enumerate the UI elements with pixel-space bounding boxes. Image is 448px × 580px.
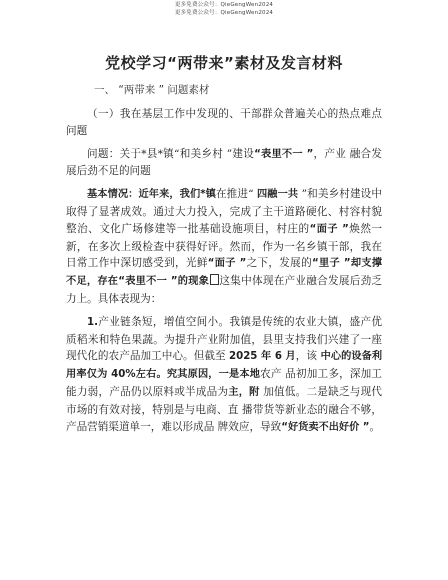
basic-text-2: ”和美乡村建设中取得了显著成效。通过大力投入，完成了主干道路硬化、村容村貌整治、文化广场修建等一批基础设施项目，村庄的 (66, 188, 382, 235)
point-bold-4: 主，附 (228, 386, 260, 398)
point-text-5: 。 (369, 420, 381, 433)
subheading-paragraph: （一）我在基层工作中发现的、干部群众普遍关心的热点难点问题 (66, 108, 382, 137)
point-text-3: 农产 品初加工多，深加工能力弱，产品仍以原料或半成品为 (66, 368, 382, 398)
basic-bold-4: “里子 ”却支撑不足，存在“表里不一 ”的 (66, 258, 383, 288)
point-text-2: ，该 (295, 350, 318, 363)
question-bold: “表里不一 ” (254, 148, 314, 160)
point-text-1: 产业链条短，增值空间小。我镇是传统的农业大镇，盛产优质稻米和特色果蔬。为提升产业附加值，县里支持我们兴建了一座现代化的农产品加工中心。但截至 (66, 315, 382, 363)
basic-text-3: 焕然一新，在多次上级检查中获得好评。然而，作为一名乡镇干部，我在日常工作中深切感受到，光鲜 (66, 222, 383, 270)
basic-text-4: 之下，发展的 (246, 257, 312, 270)
question-paragraph (66, 146, 382, 181)
point-one-paragraph (66, 314, 382, 437)
question-prefix: 问题：关于*县*镇“和美乡村 ”建设 (87, 147, 255, 160)
basic-bold-4b: 现象 (188, 276, 210, 288)
document-body (66, 106, 382, 442)
basic-bold-3: “面子 ” (207, 258, 247, 270)
point-text-4: 加值低。二是缺乏与现代市场的有效对接，特别是与电商、直 播带货等新业态的融合不够，产品营销渠道单一，难以形成品 牌效应，导致 (66, 385, 383, 433)
basic-text-1: 在推进“ (215, 188, 257, 201)
basic-lead: 基本情况：近年来，我们*镇 (87, 189, 216, 201)
question-suffix: ，产业 融合发展后劲不足的问题 (66, 147, 383, 178)
point-bold-2: 2025 年 6 月 (229, 351, 296, 363)
basic-bold-1: 四融一共 (256, 189, 299, 201)
basic-text-5: 这集中体现在产业融合发展后劲乏力上。具体表现为： (66, 275, 383, 305)
point-bold-3: 中心的设备利用率仅为 40%左右。究其原因，一是本地 (66, 351, 383, 381)
point-bold-1: 1. (87, 316, 98, 328)
section-heading: 一、 “两带来 ” 问题素材 (94, 84, 210, 96)
watermark-line-1: 更多免费公众号：QieGengWen2024 (174, 2, 274, 8)
basic-bold-2: “面子 ” (309, 223, 349, 235)
point-bold-5: “好货卖不出好价 ” (281, 421, 370, 433)
document-title: 党校学习“两带来”素材及发言材料 (105, 54, 343, 72)
missing-glyph-icon (210, 274, 219, 285)
watermark-line-2: 更多免费公众号：QieGengWen2024 (174, 10, 274, 16)
basic-situation-paragraph (66, 186, 382, 308)
